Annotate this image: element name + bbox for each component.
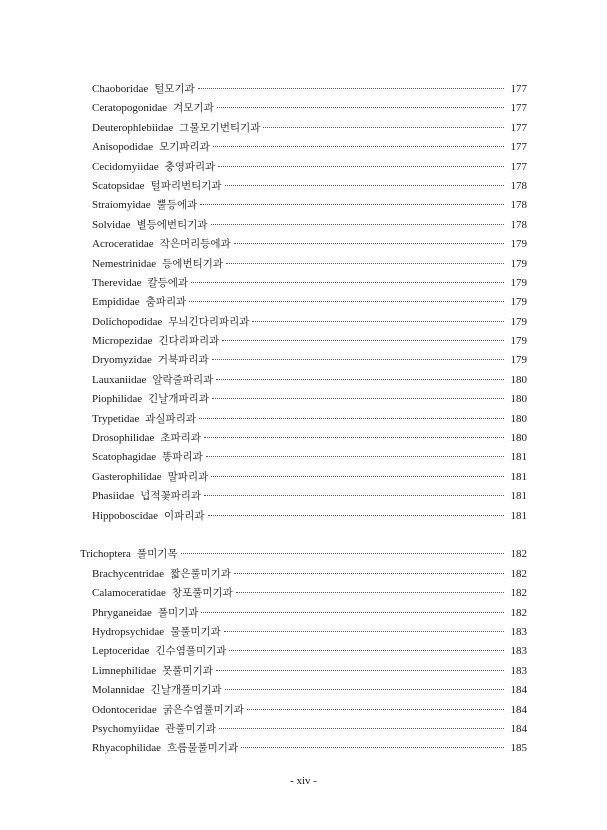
korean-name: 굵은수염풀미기과 — [162, 703, 244, 716]
dot-leader — [216, 669, 504, 671]
table-of-contents — [0, 80, 607, 759]
toc-family-entry[interactable] — [0, 293, 607, 312]
page-ref: 179 — [510, 315, 527, 328]
korean-name: 긴수염풀미기과 — [155, 645, 227, 658]
scientific-name: Trichoptera — [80, 548, 131, 561]
dot-leader — [212, 358, 504, 360]
korean-name: 알락줄파리과 — [152, 373, 214, 386]
dot-leader — [204, 494, 504, 496]
dot-leader — [200, 203, 504, 205]
korean-name: 물풀미기과 — [170, 625, 221, 638]
korean-name: 모기파리과 — [159, 141, 210, 154]
page-ref: 179 — [510, 238, 527, 251]
dot-leader — [211, 475, 504, 477]
page-ref: 177 — [510, 83, 527, 95]
korean-name: 짧은풀미기과 — [170, 567, 231, 580]
scientific-name: Piophilidae — [92, 393, 143, 406]
korean-name: 긴다리파리과 — [158, 335, 220, 348]
page-ref: 184 — [510, 684, 527, 697]
dot-leader — [234, 572, 504, 574]
page-ref: 181 — [510, 509, 527, 522]
toc-family-entry[interactable] — [0, 720, 607, 739]
korean-name: 긴날개파리과 — [148, 393, 209, 406]
scientific-name: Trypetidae — [92, 412, 140, 425]
dot-leader — [198, 87, 504, 89]
page-ref: 177 — [510, 141, 527, 154]
toc-family-entry[interactable] — [0, 584, 607, 603]
page-ref: 177 — [510, 160, 527, 173]
toc-family-entry[interactable] — [0, 351, 607, 370]
toc-family-entry[interactable] — [0, 429, 607, 448]
dot-leader — [241, 746, 504, 748]
dot-leader — [224, 630, 504, 632]
korean-name: 말파리과 — [167, 470, 209, 483]
dot-leader — [191, 281, 504, 283]
page-ref: 182 — [510, 567, 527, 580]
toc-family-entry[interactable] — [0, 177, 607, 196]
page-ref: 177 — [510, 121, 527, 134]
toc-family-entry[interactable] — [0, 235, 607, 254]
scientific-name: Hydropsychidae — [92, 625, 165, 638]
page-number: - xiv - — [290, 775, 317, 787]
scientific-name: Phasiidae — [92, 490, 135, 503]
scientific-name: Ceratopogonidae — [92, 102, 168, 115]
page-ref: 182 — [510, 587, 527, 600]
scientific-name: Cecidomyiidae — [92, 160, 159, 173]
scientific-name: Chaoboridae — [92, 83, 149, 95]
korean-name: 창포풀미기과 — [171, 587, 233, 600]
toc-family-entry[interactable] — [0, 565, 607, 584]
page-ref: 185 — [510, 742, 527, 755]
page-ref: 179 — [510, 276, 527, 289]
scientific-name: Phryganeidae — [92, 606, 152, 619]
toc-family-entry[interactable] — [0, 138, 607, 157]
page-ref: 177 — [510, 102, 527, 115]
korean-name: 등에번티기과 — [162, 257, 224, 270]
page-ref: 183 — [510, 645, 527, 658]
toc-family-entry[interactable] — [0, 662, 607, 681]
dot-leader — [225, 688, 504, 690]
scientific-name: Empididae — [92, 296, 140, 309]
toc-family-entry[interactable] — [0, 410, 607, 429]
toc-family-entry[interactable] — [0, 313, 607, 332]
dot-leader — [229, 649, 504, 651]
scientific-name: Dolichopodidae — [92, 315, 163, 328]
dot-leader — [189, 300, 504, 302]
dot-leader — [201, 611, 504, 613]
scientific-name: Straiomyidae — [92, 199, 151, 212]
dot-leader — [206, 455, 504, 457]
toc-family-entry[interactable] — [0, 158, 607, 177]
scientific-name: Brachycentridae — [92, 567, 165, 580]
korean-name: 관풀미기과 — [165, 722, 216, 735]
toc-family-entry[interactable] — [0, 507, 607, 526]
dot-leader — [204, 436, 504, 438]
page-ref: 179 — [510, 296, 527, 309]
toc-family-entry[interactable] — [0, 390, 607, 409]
korean-name: 춤파리과 — [145, 296, 187, 309]
scientific-name: Therevidae — [92, 276, 142, 289]
scientific-name: Micropezidae — [92, 335, 153, 348]
page-ref: 178 — [510, 179, 527, 192]
scientific-name: Nemestrinidae — [92, 257, 157, 270]
toc-family-entry[interactable] — [0, 274, 607, 293]
toc-family-entry[interactable] — [0, 332, 607, 351]
page-ref: 182 — [510, 548, 527, 561]
dot-leader — [236, 591, 504, 593]
toc-family-entry[interactable] — [0, 681, 607, 700]
korean-name: 풀미기목 — [136, 548, 178, 561]
korean-name: 넙적꽃파리과 — [140, 490, 202, 503]
dot-leader — [234, 242, 504, 244]
page-ref: 181 — [510, 451, 527, 464]
dot-leader — [217, 106, 504, 108]
scientific-name: Dryomyzidae — [92, 354, 152, 367]
page-ref: 178 — [510, 218, 527, 231]
toc-family-entry[interactable] — [0, 119, 607, 138]
toc-family-entry[interactable] — [0, 255, 607, 274]
scientific-name: Solvidae — [92, 218, 131, 231]
scientific-name: Deuterophlebiidae — [92, 121, 174, 134]
dot-leader — [199, 417, 504, 419]
page-ref: 181 — [510, 490, 527, 503]
dot-leader — [247, 708, 504, 710]
scientific-name: Rhyacophilidae — [92, 742, 162, 755]
dot-leader — [208, 514, 504, 516]
toc-family-entry[interactable] — [0, 604, 607, 623]
korean-name: 겨모기과 — [173, 102, 214, 115]
scientific-name: Molannidae — [92, 684, 145, 697]
korean-name: 그물모기번티기과 — [179, 121, 261, 134]
scientific-name: Anisopodidae — [92, 141, 154, 154]
dot-leader — [252, 320, 504, 322]
toc-order-entry[interactable] — [0, 545, 607, 564]
toc-family-entry[interactable] — [0, 739, 607, 758]
page-ref: 179 — [510, 257, 527, 270]
dot-leader — [219, 727, 504, 729]
korean-name: 못풀미기과 — [162, 664, 213, 677]
korean-name: 똥파리과 — [162, 451, 203, 464]
dot-leader — [222, 339, 504, 341]
page-ref: 180 — [510, 432, 527, 445]
scientific-name: Scatopsidae — [92, 179, 145, 192]
page-ref: 182 — [510, 606, 527, 619]
toc-family-entry[interactable] — [0, 642, 607, 661]
page-ref: 180 — [510, 393, 527, 406]
korean-name: 털파리번티기과 — [150, 179, 222, 192]
korean-name: 이파리과 — [163, 509, 205, 522]
dot-leader — [213, 145, 504, 147]
page-ref: 181 — [510, 470, 527, 483]
toc-family-entry[interactable] — [0, 371, 607, 390]
scientific-name: Calamoceratidae — [92, 587, 166, 600]
toc-family-entry[interactable] — [0, 487, 607, 506]
scientific-name: Gasterophilidae — [92, 470, 162, 483]
scientific-name: Hippoboscidae — [92, 509, 158, 522]
korean-name: 무늬긴다리파리과 — [168, 315, 250, 328]
scientific-name: Limnephilidae — [92, 664, 157, 677]
page-ref: 178 — [510, 199, 527, 212]
korean-name: 털모기과 — [154, 83, 195, 95]
dot-leader — [211, 223, 504, 225]
korean-name: 풀미기과 — [157, 606, 199, 619]
scientific-name: Leptoceridae — [92, 645, 150, 658]
scientific-name: Drosophilidae — [92, 432, 155, 445]
scientific-name: Lauxaniidae — [92, 373, 147, 386]
toc-family-entry[interactable] — [0, 448, 607, 467]
page-ref: 180 — [510, 373, 527, 386]
korean-name: 초파리과 — [160, 432, 201, 445]
page-ref: 183 — [510, 664, 527, 677]
dot-leader — [212, 397, 504, 399]
scientific-name: Acroceratidae — [92, 238, 154, 251]
korean-name: 별등에번티기과 — [136, 218, 208, 231]
toc-family-entry[interactable] — [0, 701, 607, 720]
dot-leader — [225, 184, 504, 186]
korean-name: 뿔등에과 — [156, 199, 198, 212]
page-ref: 184 — [510, 722, 527, 735]
toc-family-entry[interactable] — [0, 196, 607, 215]
toc-family-entry[interactable] — [0, 216, 607, 235]
dot-leader — [263, 126, 504, 128]
toc-family-entry[interactable] — [0, 468, 607, 487]
korean-name: 과실파리과 — [145, 412, 196, 425]
korean-name: 흐름물풀미기과 — [167, 742, 239, 755]
section-gap — [0, 526, 607, 545]
korean-name: 작은머리등에과 — [159, 238, 231, 251]
page-ref: 180 — [510, 412, 527, 425]
page-ref: 179 — [510, 354, 527, 367]
toc-family-entry[interactable] — [0, 99, 607, 118]
korean-name: 긴날개풀미기과 — [150, 684, 222, 697]
page-ref: 179 — [510, 335, 527, 348]
korean-name: 칼등에과 — [147, 276, 189, 289]
dot-leader — [216, 378, 504, 380]
dot-leader — [181, 552, 505, 554]
page-ref: 184 — [510, 703, 527, 716]
scientific-name: Psychomyiidae — [92, 722, 160, 735]
toc-family-entry[interactable] — [0, 623, 607, 642]
scientific-name: Scatophagidae — [92, 451, 157, 464]
dot-leader — [226, 262, 504, 264]
korean-name: 충영파리과 — [164, 160, 216, 173]
page-ref: 183 — [510, 625, 527, 638]
korean-name: 거북파리과 — [157, 354, 209, 367]
scientific-name: Odontoceridae — [92, 703, 157, 716]
dot-leader — [218, 165, 504, 167]
toc-family-entry[interactable] — [0, 80, 607, 99]
